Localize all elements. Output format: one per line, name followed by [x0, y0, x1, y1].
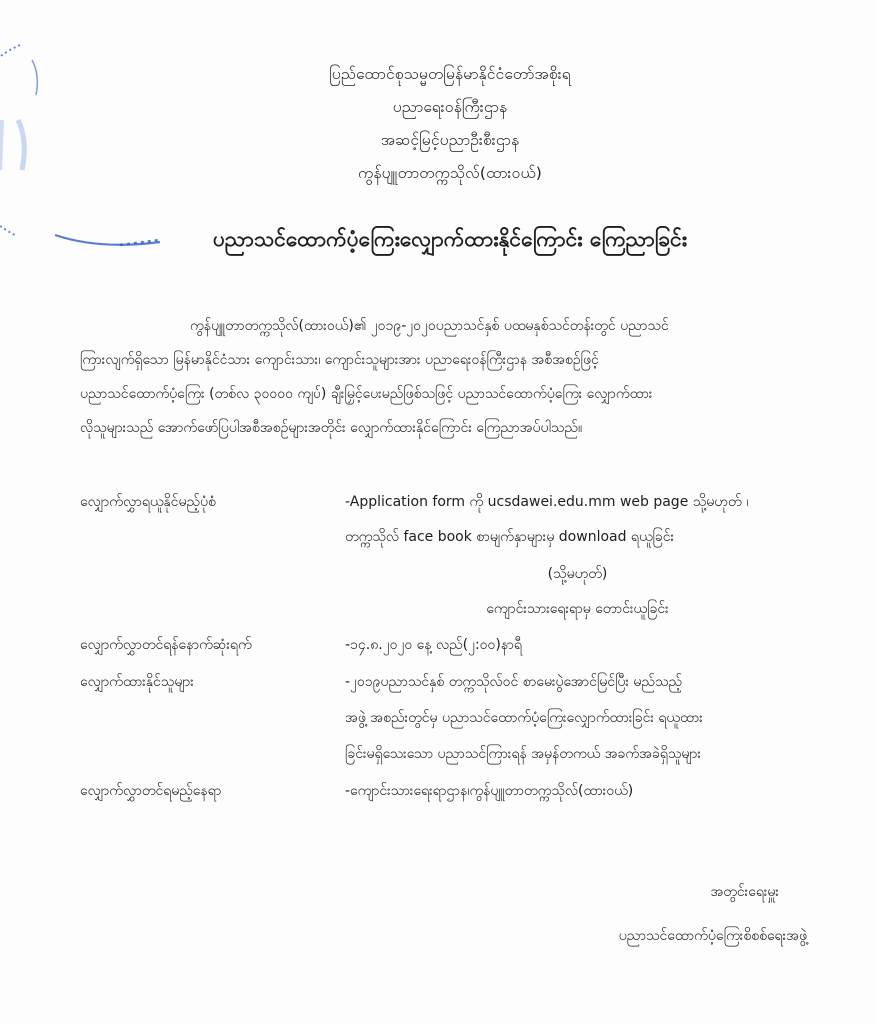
deadline-value: -၁၄.၈.၂၀၂၀ နေ့ လည်(၂:၀၀)နာရီ: [345, 637, 522, 653]
paragraph-line: ပညာသင်ထောက်ပံ့ကြေး (တစ်လ ၃၀၀၀၀ ကျပ်) ချီးမြှင့်ပေးမည်ဖြစ်သဖြင့် ပညာသင်ထောက်ပံ့ကြေး လျှောက်ထား: [80, 386, 653, 402]
official-stamp: [0, 20, 170, 250]
form-value-line: -Application form ကို ucsdawei.edu.mm web page သို့မဟုတ် ၊: [345, 494, 749, 510]
announcement-title: ပညာသင်ထောက်ပံ့ကြေးလျှောက်ထားနိုင်ကြောင်း ကြေညာခြင်း: [212, 227, 688, 251]
university-name: ကွန်ပျူတာတက္ကသိုလ်(ထားဝယ်): [358, 164, 542, 182]
paragraph-line: လိုသူများသည် အောက်ဖော်ပြပါအစီအစဉ်များအတိုင်း လျှောက်ထားနိုင်ကြောင်း ကြေညာအပ်ပါသည်။: [80, 420, 583, 436]
ministry-name: ပညာရေးဝန်ကြီးဌာန: [392, 98, 508, 116]
eligible-value-line: -၂၀၁၉ပညာသင်နှစ် တက္ကသိုလ်ဝင် စာမေးပွဲအောင်မြင်ပြီး မည်သည့်: [345, 674, 683, 690]
department-name: အဆင့်မြင့်ပညာဦးစီးဌာန: [380, 131, 520, 149]
signature-committee: ပညာသင်ထောက်ပံ့ကြေးစိစစ်ရေးအဖွဲ့: [618, 928, 807, 944]
deadline-label: လျှောက်လွှာတင်ရန်နောက်ဆုံးရက်: [80, 637, 252, 653]
form-label: လျှောက်လွှာရယူနိုင်မည့်ပုံစံ: [80, 494, 216, 510]
form-value-line: ကျောင်းသားရေးရာမှ တောင်းယူခြင်း: [486, 601, 669, 617]
paragraph-line: ကြားလျက်ရှိသော မြန်မာနိုင်ငံသား ကျောင်းသား၊ ကျောင်းသူများအား ပညာရေးဝန်ကြီးဌာန အစီအစဉ်ဖြင့်: [80, 352, 599, 368]
signature-title: အတွင်းရေးမှူး: [710, 884, 779, 900]
location-label: လျှောက်လွှာတင်ရမည့်နေရာ: [80, 783, 222, 799]
paragraph-line: ကွန်ပျူတာတက္ကသိုလ်(ထားဝယ်)၏ ၂၀၁၉-၂၀၂၀ပညာသင်နှစ် ပထမနှစ်သင်တန်းတွင် ပညာသင်: [190, 318, 669, 334]
government-name: ပြည်ထောင်စုသမ္မတမြန်မာနိုင်ငံတော်အစိုးရ: [329, 65, 571, 83]
eligible-label: လျှောက်ထားနိုင်သူများ: [80, 674, 194, 690]
form-value-line: တက္ကသိုလ် face book စာမျက်နှာများမှ download ရယူခြင်း: [345, 529, 675, 545]
eligible-value-line: အဖွဲ့ အစည်းတွင်မှ ပညာသင်ထောက်ပံ့ကြေးလျှောက်ထားခြင်း ရယူထား: [345, 710, 703, 726]
location-value: -ကျောင်းသားရေးရာဌာန၊ကွန်ပျူတာတက္ကသိုလ်(ထားဝယ်): [345, 783, 634, 799]
form-or-line: (သို့မဟုတ်): [547, 566, 608, 582]
eligible-value-line: ခြင်းမရှိသေးသော ပညာသင်ကြားရန် အမှန်တကယ် အခက်အခဲရှိသူများ: [345, 746, 701, 762]
